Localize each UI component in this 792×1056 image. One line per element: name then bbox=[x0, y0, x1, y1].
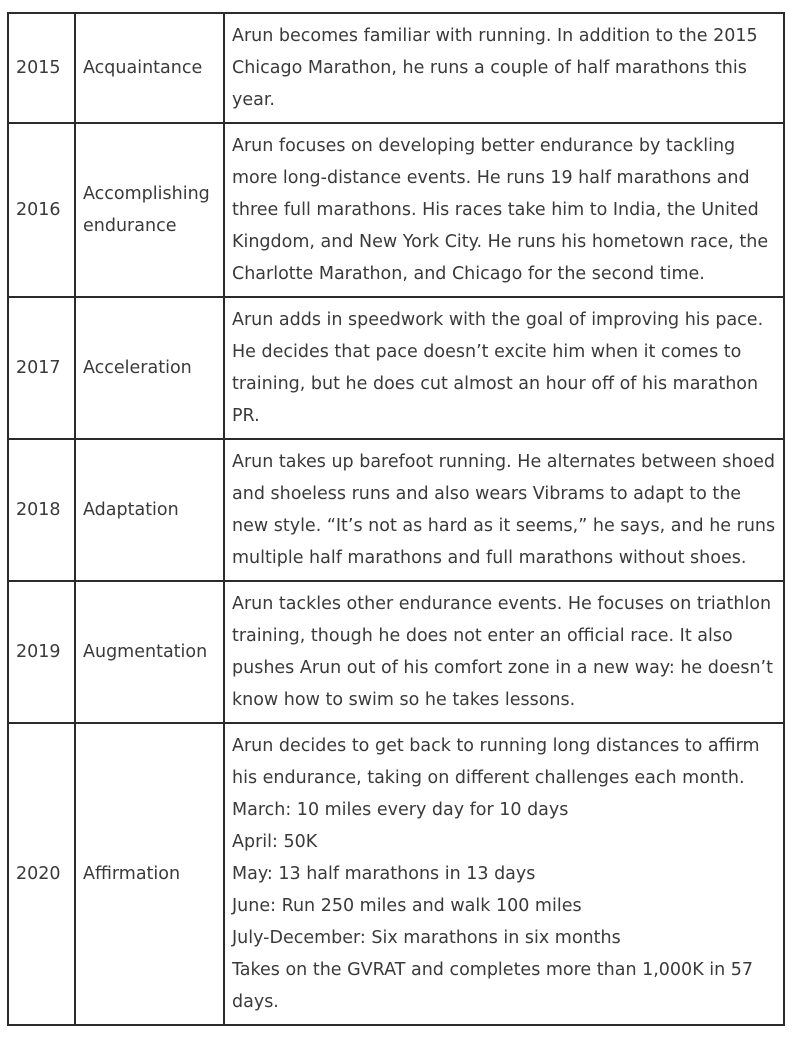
description-cell bbox=[224, 723, 784, 1025]
phase-cell: Augmentation bbox=[75, 581, 224, 723]
year-cell: 2015 bbox=[8, 13, 75, 123]
year-cell: 2019 bbox=[8, 581, 75, 723]
description-line: March: 10 miles every day for 10 days bbox=[232, 800, 569, 820]
description-line: Arun adds in speedwork with the goal of improving his pace. He decides that pace doesn’t excite him when it comes to training, but he does cut almost an hour off of his marathon PR. bbox=[232, 310, 764, 426]
timeline-table bbox=[7, 12, 785, 1026]
description-cell bbox=[224, 439, 784, 581]
description-cell bbox=[224, 123, 784, 297]
year-cell: 2017 bbox=[8, 297, 75, 439]
description-cell bbox=[224, 13, 784, 123]
table-row bbox=[8, 13, 784, 123]
table-row bbox=[8, 439, 784, 581]
description-line: July-December: Six marathons in six months bbox=[232, 928, 621, 948]
phase-cell: Affirmation bbox=[75, 723, 224, 1025]
description-line: Arun becomes familiar with running. In addition to the 2015 Chicago Marathon, he runs a couple of half marathons this year. bbox=[232, 26, 758, 110]
description-cell bbox=[224, 581, 784, 723]
year-cell: 2016 bbox=[8, 123, 75, 297]
table-row bbox=[8, 723, 784, 1025]
year-cell: 2018 bbox=[8, 439, 75, 581]
description-cell bbox=[224, 297, 784, 439]
description-line: Arun tackles other endurance events. He focuses on triathlon training, though he does not enter an official race. It also pushes Arun out of his comfort zone in a new way: he doesn’t know how to swim so he takes lessons. bbox=[232, 594, 773, 710]
phase-cell: Accomplishing endurance bbox=[75, 123, 224, 297]
phase-cell: Adaptation bbox=[75, 439, 224, 581]
phase-cell: Acquaintance bbox=[75, 13, 224, 123]
description-line: April: 50K bbox=[232, 832, 318, 852]
description-line: Arun decides to get back to running long distances to affirm his endurance, taking on different challenges each month. bbox=[232, 736, 760, 788]
table-row bbox=[8, 123, 784, 297]
table-row bbox=[8, 581, 784, 723]
description-line: Arun takes up barefoot running. He alternates between shoed and shoeless runs and also wears Vibrams to adapt to the new style. “It’s not as hard as it seems,” he says, and he runs multiple half marathons and full marathons without shoes. bbox=[232, 452, 776, 568]
table-row bbox=[8, 297, 784, 439]
description-line: June: Run 250 miles and walk 100 miles bbox=[232, 896, 582, 916]
description-line: Arun focuses on developing better endurance by tackling more long-distance events. He runs 19 half marathons and three full marathons. His races take him to India, the United Kingdom, and New York City. He runs his hometown race, the Charlotte Marathon, and Chicago for the second time. bbox=[232, 136, 769, 284]
year-cell: 2020 bbox=[8, 723, 75, 1025]
description-line: Takes on the GVRAT and completes more than 1,000K in 57 days. bbox=[232, 960, 754, 1012]
phase-cell: Acceleration bbox=[75, 297, 224, 439]
description-line: May: 13 half marathons in 13 days bbox=[232, 864, 536, 884]
